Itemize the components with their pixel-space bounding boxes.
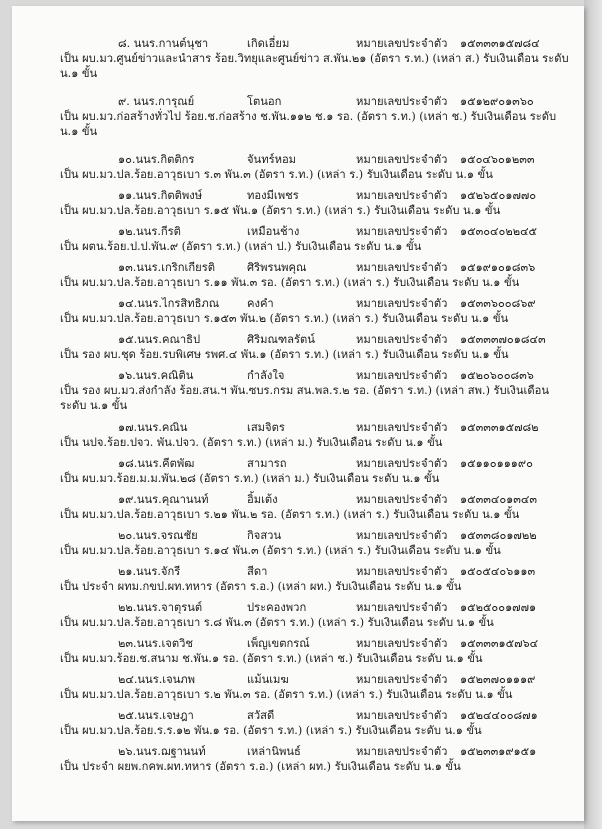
list-item xyxy=(12,492,584,522)
cadet-name: ๒๑.นนร.จักรี xyxy=(118,565,181,578)
cadet-surname: สีดา xyxy=(247,565,268,578)
position-text: เป็น รอง ผบ.มว.ส่งกำลัง ร้อย.สน.ฯ พัน.ซบร.กรม สน.พล.ร.๒ รอ. (อัตรา ร.ท.) (เหล่า สพ.) รับเงินเดือน xyxy=(60,384,549,397)
id-number: ๑๕๒๐๖๐๐๘๓๖ xyxy=(460,369,534,382)
cadet-surname: อิ้มเต้ง xyxy=(247,493,278,506)
id-label: หมายเลขประจำตัว xyxy=(356,225,448,238)
position-text: เป็น ผบ.มว.ร้อย.ม.ม.พัน.๒๘ (อัตรา ร.ท.) (เหล่า ม.) รับเงินเดือน ระดับ น.๑ ขั้น xyxy=(60,472,440,485)
list-item xyxy=(12,600,584,630)
cadet-surname: ประคองพวก xyxy=(247,601,307,614)
list-item xyxy=(12,152,584,182)
cadet-name: ๙. นนร.การุณย์ xyxy=(118,95,195,108)
cadet-name: ๑๒.นนร.กีรติ xyxy=(118,225,181,238)
id-label: หมายเลขประจำตัว xyxy=(356,673,448,686)
id-number: ๑๕๓๓๖๐๐๘๖๙ xyxy=(460,297,536,310)
id-label: หมายเลขประจำตัว xyxy=(356,369,448,382)
id-number: ๑๕๑๒๙๐๑๓๖๐ xyxy=(460,95,534,108)
id-label: หมายเลขประจำตัว xyxy=(356,493,448,506)
id-number: ๑๕๒๓๓๑๙๑๕๑ xyxy=(460,745,537,758)
position-text: เป็น ผบ.มว.ปล.ร้อย.อาวุธเบา ร.๘ พัน.๓ (อัตรา ร.ท.) (เหล่า ร.) รับเงินเดือน ระดับ น.๑ ขั้น xyxy=(60,616,494,629)
id-number: ๑๕๐๕๔๐๖๑๑๓ xyxy=(460,565,536,578)
cadet-surname: สวัสดี xyxy=(247,709,275,722)
cadet-surname: คงคำ xyxy=(247,297,274,310)
cadet-surname: จันทร์หอม xyxy=(247,153,297,166)
id-label: หมายเลขประจำตัว xyxy=(356,457,448,470)
cadet-name: ๒๖.นนร.ฌฐานนท์ xyxy=(118,745,206,758)
id-number: ๑๕๒๕๐๐๑๗๗๑ xyxy=(460,601,537,614)
cadet-surname: กำลังใจ xyxy=(247,369,285,382)
position-text-cont: น.๑ ขั้น xyxy=(60,67,98,80)
cadet-surname: ทองมีเพชร xyxy=(247,189,299,202)
cadet-name: ๑๙.นนร.คุณานนท์ xyxy=(118,493,209,506)
list-item xyxy=(12,36,584,81)
position-text: เป็น ผบ.มว.ปล.ร้อย.อาวุธเบา ร.๓ พัน.๓ (อัตรา ร.ท.) (เหล่า ร.) รับเงินเดือน ระดับ น.๑ ขั้น xyxy=(60,168,493,181)
cadet-surname: เหล่านิพนธ์ xyxy=(247,745,301,758)
cadet-name: ๑๘.นนร.คีตพัฒ xyxy=(118,457,195,470)
position-text: เป็น ผบ.มว.ปล.ร้อย.อาวุธเบา ร.๑๑ พัน.๓ รอ. (อัตรา ร.ท.) (เหล่า ร.) รับเงินเดือน ระดับ น.๑ ขั้น xyxy=(60,276,520,289)
cadet-name: ๘. นนร.กานต์นุชา xyxy=(118,37,209,50)
cadet-name: ๒๔.นนร.เจนภพ xyxy=(118,673,196,686)
id-number: ๑๕๒๔๔๐๐๘๗๑ xyxy=(460,709,538,722)
id-label: หมายเลขประจำตัว xyxy=(356,421,448,434)
id-label: หมายเลขประจำตัว xyxy=(356,297,448,310)
cadet-surname: ศิริพรนพคุณ xyxy=(247,261,307,274)
list-item xyxy=(12,636,584,666)
id-number: ๑๕๓๓๓๑๕๗๘๒ xyxy=(460,421,539,434)
list-item xyxy=(12,456,584,486)
cadet-name: ๑๔.นนร.ไกรสิทธิภณ xyxy=(118,297,220,310)
id-number: ๑๕๑๙๑๐๑๘๓๖ xyxy=(460,261,536,274)
position-text: เป็น ผบ.มว.ปล.ร้อย.อาวุธเบา ร.๑๔ พัน.๓ (อัตรา ร.ท.) (เหล่า ร.) รับเงินเดือน ระดับ น.๑ ขั้น xyxy=(60,544,501,557)
cadet-name: ๑๖.นนร.คณิติน xyxy=(118,369,194,382)
position-text: เป็น ผบ.มว.ปล.ร้อย.อาวุธเบา ร.๒๑ พัน.๒ รอ. (อัตรา ร.ท.) (เหล่า ร.) รับเงินเดือน ระดับ น.๑ ขั้น xyxy=(60,508,520,521)
id-number: ๑๕๓๓๔๐๑๓๔๓ xyxy=(460,493,538,506)
position-text-cont: ระดับ น.๑ ขั้น xyxy=(60,399,128,412)
cadet-surname: สามารถ xyxy=(247,457,287,470)
cadet-surname: แม้นเมฆ xyxy=(247,673,289,686)
list-item xyxy=(12,420,584,450)
cadet-surname: เพ็ญเขตกรณ์ xyxy=(247,637,310,650)
list-item xyxy=(12,188,584,218)
position-text: เป็น ผตน.ร้อย.ป.ป.พัน.๙ (อัตรา ร.ท.) (เหล่า ป.) รับเงินเดือน ระดับ น.๑ ขั้น xyxy=(60,240,422,253)
id-number: ๑๕๐๔๖๐๑๒๓๓ xyxy=(460,153,535,166)
cadet-surname: กิจสวน xyxy=(247,529,282,542)
id-label: หมายเลขประจำตัว xyxy=(356,189,448,202)
list-item xyxy=(12,332,584,362)
list-item xyxy=(12,564,584,594)
id-label: หมายเลขประจำตัว xyxy=(356,637,448,650)
position-text: เป็น ผบ.มว.ศูนย์ข่าวและนำสาร ร้อย.วิทยุและศูนย์ข่าว ส.พัน.๒๑ (อัตรา ร.ท.) (เหล่า ส.) รับเงินเดือน ระดับ xyxy=(60,52,569,65)
position-text: เป็น ผบ.มว.ปล.ร้อย.อาวุธเบา ร.๑๕ พัน.๑ (อัตรา ร.ท.) (เหล่า ร.) รับเงินเดือน ระดับ น.๑ ขั้น xyxy=(60,204,501,217)
id-number: ๑๕๓๓๘๐๑๗๒๒ xyxy=(460,529,537,542)
id-label: หมายเลขประจำตัว xyxy=(356,153,448,166)
position-text: เป็น ผบ.มว.ปล.ร้อย.ร.ร.๑๒ พัน.๑ รอ. (อัตรา ร.ท.) (เหล่า ร.) รับเงินเดือน ระดับ น.๑ ขั้น xyxy=(60,724,482,737)
list-item xyxy=(12,368,584,413)
cadet-surname: เสมจิตร xyxy=(247,421,285,434)
position-text: เป็น รอง ผบ.ชุด ร้อย.รบพิเศษ รพศ.๔ พัน.๑ (อัตรา ร.ท.) (เหล่า ร.) รับเงินเดือน ระดับ น.๑ ขั้น xyxy=(60,348,509,361)
id-label: หมายเลขประจำตัว xyxy=(356,261,448,274)
list-item xyxy=(12,224,584,254)
cadet-surname: โตนอก xyxy=(247,95,282,108)
list-item xyxy=(12,744,584,774)
position-text: เป็น ผบ.มว.ร้อย.ช.สนาม ช.พัน.๑ รอ. (อัตรา ร.ท.) (เหล่า ช.) รับเงินเดือน ระดับ น.๑ ขั้น xyxy=(60,652,483,665)
list-item xyxy=(12,94,584,139)
document-page xyxy=(12,6,584,821)
id-number: ๑๕๒๓๗๐๑๑๑๙ xyxy=(460,673,536,686)
cadet-name: ๑๗.นนร.คณิน xyxy=(118,421,188,434)
position-text: เป็น ประจำ ผยพ.กคพ.ผท.ทหาร (อัตรา ร.อ.) (เหล่า ผท.) รับเงินเดือน ระดับ น.๑ ขั้น xyxy=(60,760,461,773)
cadet-name: ๑๐.นนร.กิตติกร xyxy=(118,153,195,166)
id-label: หมายเลขประจำตัว xyxy=(356,601,448,614)
cadet-name: ๑๕.นนร.คณาธิป xyxy=(118,333,201,346)
list-item xyxy=(12,528,584,558)
position-text: เป็น ผบ.มว.ก่อสร้างทั่วไป ร้อย.ช.ก่อสร้าง ช.พัน.๑๑๒ ช.๑ รอ. (อัตรา ร.ท.) (เหล่า ช.) รับเงินเดือน ระดับ xyxy=(60,110,557,123)
id-label: หมายเลขประจำตัว xyxy=(356,95,448,108)
list-item xyxy=(12,672,584,702)
id-number: ๑๕๒๖๕๐๑๗๗๐ xyxy=(460,189,537,202)
id-label: หมายเลขประจำตัว xyxy=(356,709,448,722)
cadet-name: ๒๒.นนร.จาตุรนต์ xyxy=(118,601,203,614)
id-number: ๑๕๓๓๓๗๐๑๘๔๓ xyxy=(460,333,546,346)
position-text: เป็น ประจำ ผทม.กขป.ผท.ทหาร (อัตรา ร.อ.) (เหล่า ผท.) รับเงินเดือน ระดับ น.๑ ขั้น xyxy=(60,580,462,593)
list-item xyxy=(12,260,584,290)
id-label: หมายเลขประจำตัว xyxy=(356,565,448,578)
cadet-surname: เกิดเอี่ยม xyxy=(247,37,290,50)
id-number: ๑๕๑๑๐๑๑๑๙๐ xyxy=(460,457,533,470)
position-text-cont: น.๑ ขั้น xyxy=(60,125,98,138)
cadet-name: ๑๑.นนร.กิตติพงษ์ xyxy=(118,189,203,202)
cadet-surname: ศิริมณฑลรัตน์ xyxy=(247,333,315,346)
id-number: ๑๕๓๓๓๑๕๗๘๔ xyxy=(460,37,540,50)
id-label: หมายเลขประจำตัว xyxy=(356,37,448,50)
cadet-surname: เหมือนช้าง xyxy=(247,225,300,238)
position-text: เป็น ผบ.มว.ปล.ร้อย.อาวุธเบา ร.๒ พัน.๓ รอ. (อัตรา ร.ท.) (เหล่า ร.) รับเงินเดือน ระดับ น.๑ ขั้น xyxy=(60,688,513,701)
id-label: หมายเลขประจำตัว xyxy=(356,745,448,758)
cadet-name: ๒๕.นนร.เจษฎา xyxy=(118,709,194,722)
id-label: หมายเลขประจำตัว xyxy=(356,529,448,542)
cadet-name: ๒๓.นนร.เจตวิช xyxy=(118,637,193,650)
cadet-name: ๒๐.นนร.จรณชัย xyxy=(118,529,198,542)
list-item xyxy=(12,708,584,738)
id-number: ๑๕๓๓๓๑๕๗๖๔ xyxy=(460,637,539,650)
page-shadow xyxy=(584,0,602,829)
position-text: เป็น ผบ.มว.ปล.ร้อย.อาวุธเบา ร.๑๕๓ พัน.๒ (อัตรา ร.ท.) (เหล่า ร.) รับเงินเดือน ระดับ น.๑ ขั้น xyxy=(60,312,509,325)
id-label: หมายเลขประจำตัว xyxy=(356,333,448,346)
list-item xyxy=(12,296,584,326)
position-text: เป็น นปจ.ร้อย.ปจว. พัน.ปจว. (อัตรา ร.ท.) (เหล่า ม.) รับเงินเดือน ระดับ น.๑ ขั้น xyxy=(60,436,443,449)
id-number: ๑๕๓๐๔๐๒๒๔๕ xyxy=(460,225,538,238)
cadet-name: ๑๓.นนร.เกริกเกียรติ xyxy=(118,261,215,274)
